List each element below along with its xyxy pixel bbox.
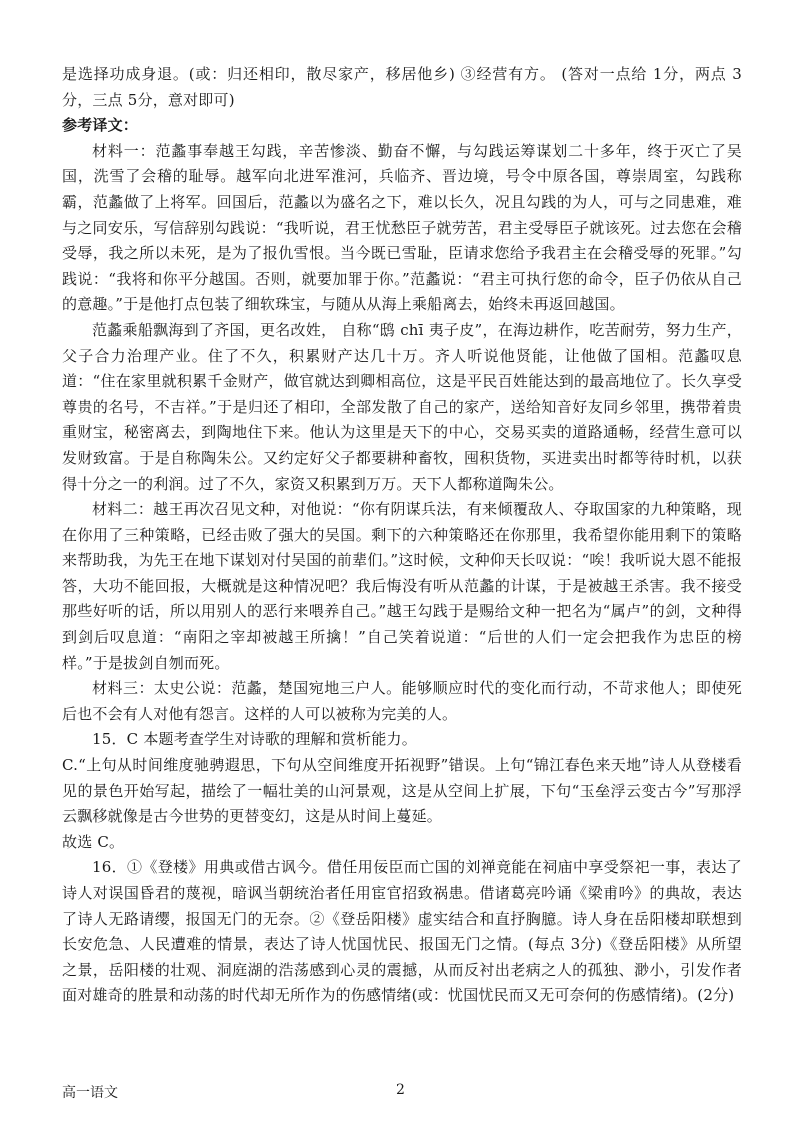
material1-paragraph-1: 材料一：范蠡事奉越王勾践，辛苦惨淡、勤奋不懈，与勾践运筹谋划二十多年，终于灭亡了吴国，洗雪了会稽的耻辱。越军向北进军淮河，兵临齐、晋边境，号令中原各国，尊崇周室，勾践称霸，范蠡做了上将军。回国后，范蠡以为盛名之下，难以长久，况且勾践的为人，可与之同患难，难与之同安乐，写信辞别勾践说：“我听说，君王忧愁臣子就劳苦，君主受辱臣子就该死。过去您在会稽受辱，我之所以未死，是为了报仇雪恨。当今既已雪耻，臣请求您给予我君主在会稽受辱的死罪。”勾践说：“我将和你平分越国。否则，就要加罪于你。”范蠡说：“君主可执行您的命令，臣子仍依从自己的意趣。”于是他打点包装了细软珠宝，与随从从海上乘船离去，始终未再返回越国。 — [62, 141, 742, 314]
answer-continuation: 是选择功成身退。(或：归还相印，散尽家产，移居他乡) ③经营有方。 (答对一点给 1分，两点 3分，三点 5分，意对即可) — [62, 65, 742, 109]
footer-subject: 高一语文 — [62, 1085, 118, 1101]
material1-paragraph-2: 范蠡乘船飘海到了齐国，更名改姓， 自称“鸱 chī 夷子皮”，在海边耕作，吃苦耐劳，努力生产，父子合力治理产业。住了不久，积累财产达几十万。齐人听说他贤能，让他做了国相。范蠡叹息道：“住在家里就积累千金财产，做官就达到卿相高位，这是平民百姓能达到的最高地位了。长久享受尊贵的名号，不吉祥。”于是归还了相印，全部发散了自己的家产，送给知音好友同乡邻里，携带着贵重财宝，秘密离去，到陶地住下来。他认为这里是天下的中心，交易买卖的道路通畅，经营生意可以发财致富。于是自称陶朱公。又约定好父子都要耕种畜牧，囤积货物，买进卖出时都等待时机，以获得十分之一的利润。过了不久，家资又积累到万万。天下人都称道陶朱公。 — [62, 320, 742, 493]
question15-explanation: C.“上句从时间维度驰骋遐思，下句从空间维度开拓视野”错误。上句“锦江春色来天地”诗人从登楼看见的景色开始写起，描绘了一幅壮美的山河景观，这是从空间上扩展，下句“玉垒浮云变古今”写那浮云飘移就像是古今世势的更替变幻，这是从时间上蔓延。 — [62, 756, 742, 826]
translation-heading: 参考译文： — [62, 116, 139, 135]
question16-answer: 16．①《登楼》用典或借古讽今。借任用佞臣而亡国的刘禅竟能在祠庙中享受祭祀一事，表达了诗人对误国昏君的蔑视，暗讽当朝统治者任用宦官招致祸患。借诸葛亮吟诵《梁甫吟》的典故，表达了诗人无路请缨，报国无门的无奈。②《登岳阳楼》虚实结合和直抒胸臆。诗人身在岳阳楼却联想到长安危急、人民遭难的情景，表达了诗人忧国忧民、报国无门之情。(每点 3分)《登岳阳楼》从所望之景，岳阳楼的壮观、洞庭湖的浩荡感到心灵的震撼，从而反衬出老病之人的孤独、渺小，引发作者面对雄奇的胜景和动荡的时代却无所作为的伤感情绪(或：忧国忧民而又无可奈何的伤感情绪)。(2分) — [62, 858, 742, 1005]
question15-conclusion: 故选 C。 — [62, 832, 125, 851]
material3-paragraph: 材料三：太史公说：范蠡，楚国宛地三户人。能够顺应时代的变化而行动，不苛求他人；即使死后也不会有人对他有怨言。这样的人可以被称为完美的人。 — [62, 679, 742, 723]
page-body — [62, 62, 742, 1009]
page-number: 2 — [396, 1082, 405, 1098]
question15-title: 15．C 本题考查学生对诗歌的理解和赏析能力。 — [92, 730, 417, 749]
material2-paragraph: 材料二：越王再次召见文种，对他说：“你有阴谋兵法，有来倾覆敌人、夺取国家的九种策略，现在你用了三种策略，已经击败了强大的吴国。剩下的六种策略还在你那里，我希望你能用剩下的策略来帮助我，为先王在地下谋划对付吴国的前辈们。”这时候，文种仰天长叹说：“唉！我听说大恩不能报答，大功不能回报，大概就是这种情况吧？我后悔没有听从范蠡的计谋，于是被越王杀害。我不接受那些好听的话，所以用别人的恶行来喂养自己。”越王勾践于是赐给文种一把名为“属卢”的剑，文种得到剑后叹息道：“南阳之宰却被越王所擒！”自己笑着说道：“后世的人们一定会把我作为忠臣的榜样。”于是拔剑自刎而死。 — [62, 500, 742, 672]
